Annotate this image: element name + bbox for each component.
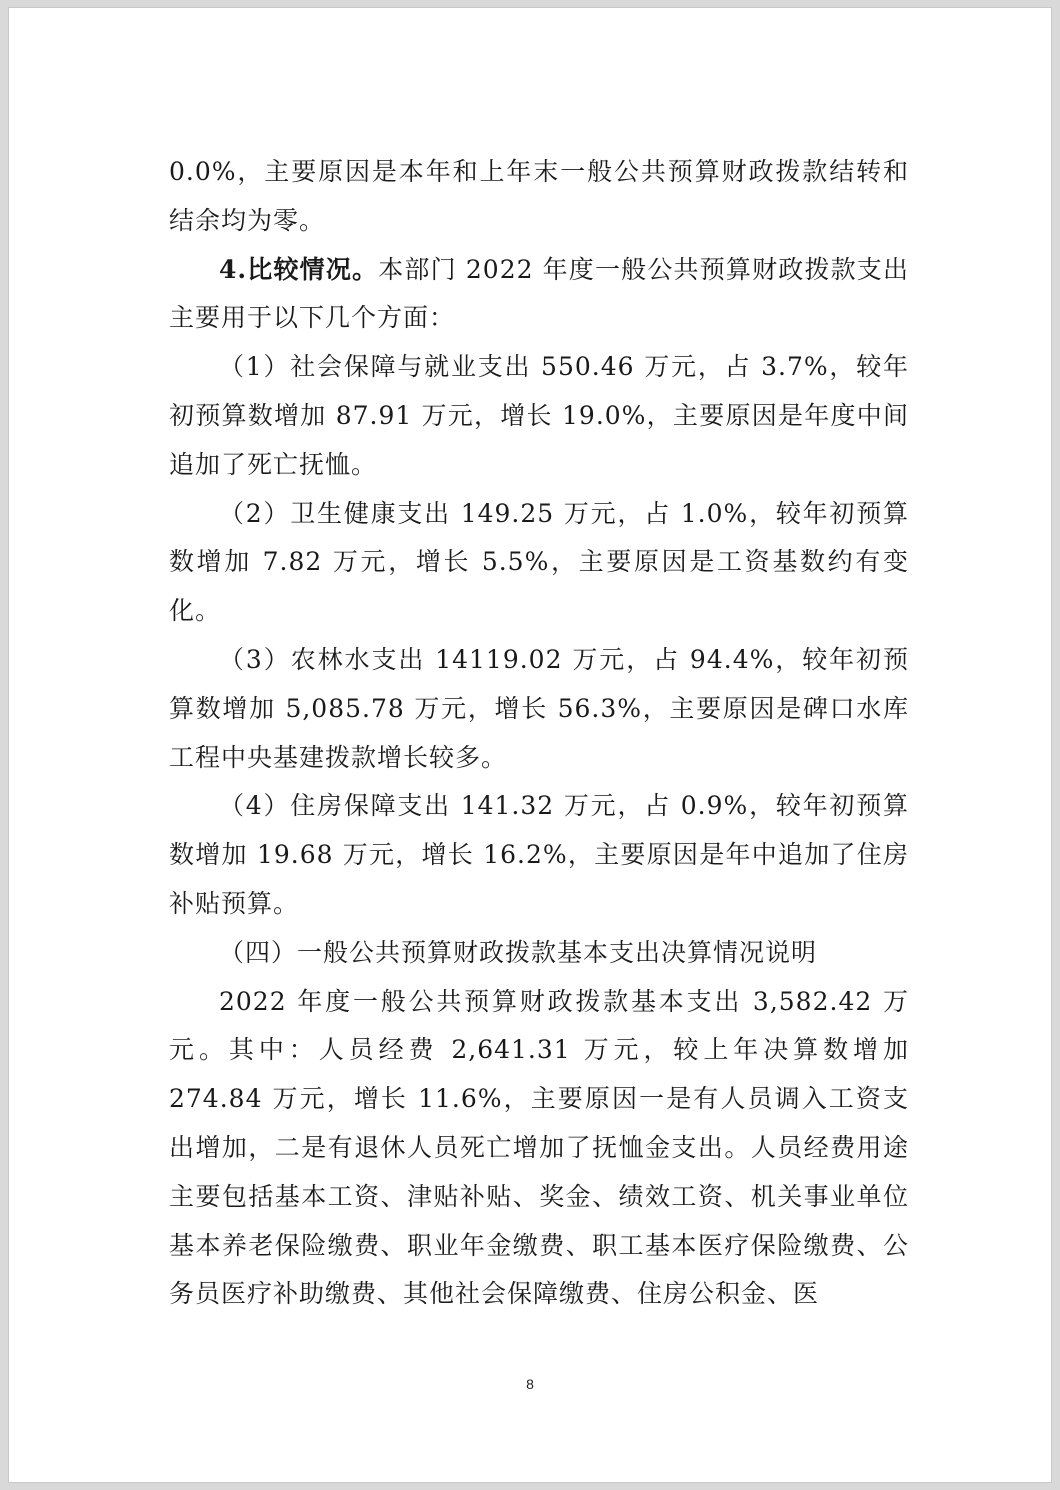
comparison-body: 本部门 2022 年度一般公共预算财政拨款支出主要用于以下几个方面： xyxy=(169,254,909,333)
document-page xyxy=(9,8,1051,1482)
paragraph-social-security: （1）社会保障与就业支出 550.46 万元，占 3.7%，较年初预算数增加 87.91 万元，增长 19.0%，主要原因是年度中间追加了死亡抚恤。 xyxy=(169,352,909,479)
paragraph-housing: （4）住房保障支出 141.32 万元，占 0.9%，较年初预算数增加 19.68 万元，增长 16.2%，主要原因是年中追加了住房补贴预算。 xyxy=(169,791,909,918)
paragraph-agriculture: （3）农林水支出 14119.02 万元，占 94.4%，较年初预算数增加 5,085.78 万元，增长 56.3%，主要原因是碑口水库工程中央基建拨款增长较多。 xyxy=(169,644,909,772)
page-number: 8 xyxy=(526,1376,534,1392)
comparison-heading: 4.比较情况。 xyxy=(219,254,379,284)
paragraph-basic-expenditure: 2022 年度一般公共预算财政拨款基本支出 3,582.42 万元。其中：人员经费 2,641.31 万元，较上年决算数增加 274.84 万元，增长 11.6%，主要原因一是有人员调入工资支出增加，二是有退休人员死亡增加了抚恤金支出。人员经费用途主要包括基本工资、津贴补贴、奖金、绩效工资、机关事业单位基本养老保险缴费、职业年金缴费、职工基本医疗保险缴费、公务员医疗补助缴费、其他社会保障缴费、住房公积金、医 xyxy=(169,986,909,1309)
paragraph-health: （2）卫生健康支出 149.25 万元，占 1.0%，较年初预算数增加 7.82 万元，增长 5.5%，主要原因是工资基数约有变化。 xyxy=(169,498,909,626)
section-heading-basic-expenditure: （四）一般公共预算财政拨款基本支出决算情况说明 xyxy=(219,937,818,967)
body-text xyxy=(169,148,909,1319)
paragraph-comparison xyxy=(169,246,909,344)
paragraph-1: 0.0%，主要原因是本年和上年末一般公共预算财政拨款结转和结余均为零。 xyxy=(169,157,909,235)
